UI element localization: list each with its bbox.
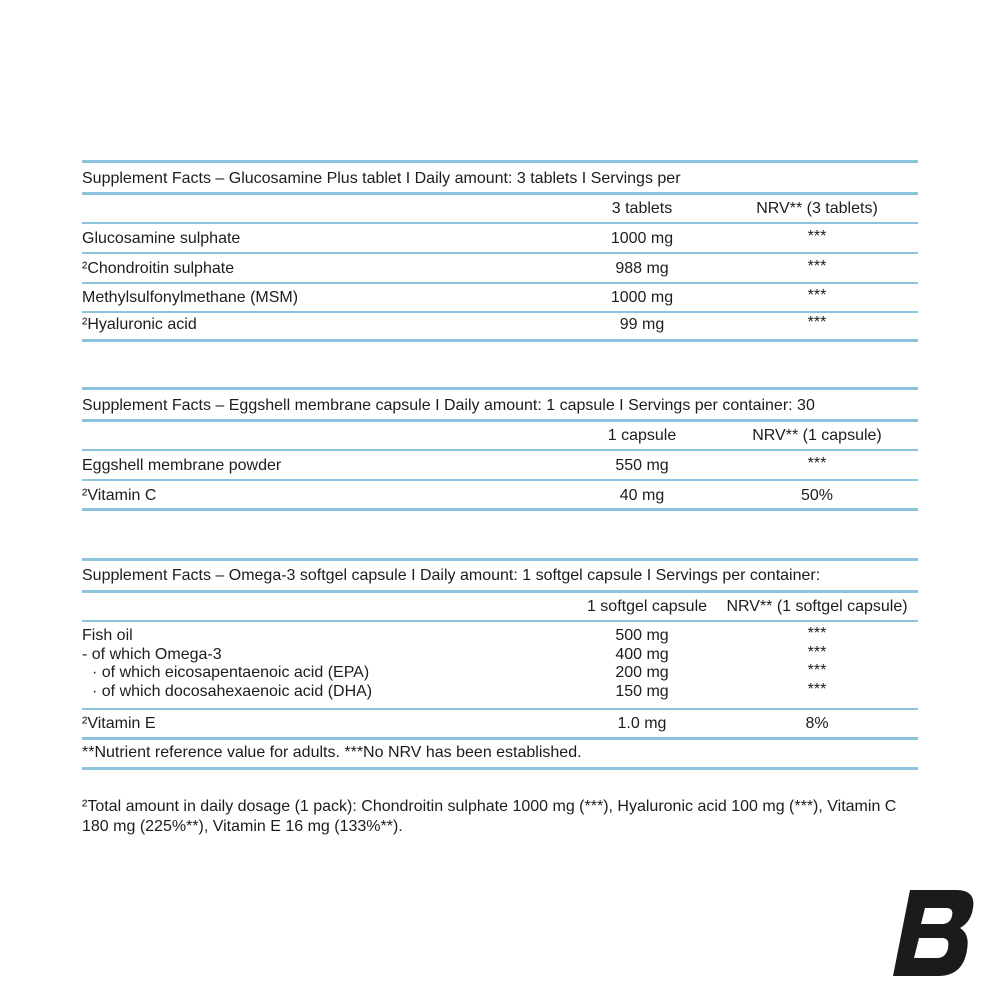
column-header-nrv: NRV** (3 tablets): [756, 200, 878, 217]
ingredient-name: Glucosamine sulphate: [82, 230, 241, 247]
ingredient-nrv: ***: [807, 662, 827, 679]
table-rule: [82, 479, 918, 481]
ingredient-name: · of which eicosapentaenoic acid (EPA): [92, 664, 370, 681]
ingredient-amount: 99 mg: [619, 316, 665, 333]
ingredient-nrv: ***: [807, 314, 827, 331]
table-rule: [82, 419, 918, 422]
ingredient-nrv: ***: [807, 258, 827, 275]
ingredient-nrv: 50%: [800, 487, 834, 504]
ingredient-amount: 200 mg: [615, 664, 669, 681]
table-rule: [82, 192, 918, 195]
ingredient-name: Eggshell membrane powder: [82, 457, 282, 474]
ingredient-name: Methylsulfonylmethane (MSM): [82, 289, 299, 306]
ingredient-nrv: ***: [807, 681, 827, 698]
table-rule: [82, 590, 918, 593]
ingredient-name: ²Chondroitin sulphate: [82, 260, 235, 277]
table-header: Supplement Facts – Glucosamine Plus tablet I Daily amount: 3 tablets I Servings per: [82, 170, 681, 187]
table-rule: [82, 737, 918, 740]
column-header-amount: 1 capsule: [607, 427, 677, 444]
column-header-amount: 3 tablets: [611, 200, 673, 217]
ingredient-nrv: ***: [807, 455, 827, 472]
ingredient-amount: 1000 mg: [610, 230, 674, 247]
ingredient-amount: 550 mg: [615, 457, 669, 474]
supplement-table-glucosamine: [82, 160, 918, 345]
ingredient-amount: 150 mg: [615, 683, 669, 700]
ingredient-name: · of which docosahexaenoic acid (DHA): [92, 683, 373, 700]
ingredient-amount: 1000 mg: [610, 289, 674, 306]
ingredient-nrv: 8%: [805, 715, 829, 732]
daily-dosage-footnote: ²Total amount in daily dosage (1 pack): Chondroitin sulphate 1000 mg (***), Hyaluronic acid 100 mg (***), Vitamin C 180 mg (225%**), Vitamin E 16 mg (133%**).: [82, 798, 897, 835]
ingredient-name: ²Vitamin E: [82, 715, 156, 732]
ingredient-amount: 988 mg: [615, 260, 669, 277]
ingredient-name: ²Hyaluronic acid: [82, 316, 197, 333]
ingredient-amount: 400 mg: [615, 646, 669, 663]
table-rule: [82, 508, 918, 511]
ingredient-amount: 1.0 mg: [617, 715, 667, 732]
table-rule: [82, 339, 918, 342]
table-rule: [82, 449, 918, 451]
table-rule: [82, 558, 918, 561]
table-header: Supplement Facts – Eggshell membrane capsule I Daily amount: 1 capsule I Servings per container: 30: [82, 397, 815, 414]
ingredient-amount: 40 mg: [619, 487, 665, 504]
ingredient-nrv: ***: [807, 287, 827, 304]
ingredient-name: - of which Omega-3: [82, 646, 222, 663]
table-rule: [82, 252, 918, 254]
ingredient-nrv: ***: [807, 228, 827, 245]
supplement-table-omega3: [82, 558, 918, 773]
ingredient-name: Fish oil: [82, 627, 133, 644]
ingredient-name: ²Vitamin C: [82, 487, 157, 504]
ingredient-amount: 500 mg: [615, 627, 669, 644]
table-rule: [82, 222, 918, 224]
table-rule: [82, 160, 918, 163]
column-header-nrv: NRV** (1 capsule): [752, 427, 882, 444]
table-rule: [82, 767, 918, 770]
brand-logo: [890, 888, 978, 983]
nrv-note: **Nutrient reference value for adults. ***No NRV has been established.: [82, 744, 582, 761]
table-rule: [82, 387, 918, 390]
table-header: Supplement Facts – Omega-3 softgel capsule I Daily amount: 1 softgel capsule I Servings per container:: [82, 567, 821, 584]
table-rule: [82, 708, 918, 710]
logo-letter-shape: [893, 890, 973, 976]
table-rule: [82, 620, 918, 622]
ingredient-nrv: ***: [807, 625, 827, 642]
column-header-amount: 1 softgel capsule: [586, 598, 708, 615]
supplement-table-eggshell: [82, 387, 918, 517]
column-header-nrv: NRV** (1 softgel capsule): [726, 598, 908, 615]
brand-logo-b-icon: [890, 888, 978, 978]
ingredient-nrv: ***: [807, 644, 827, 661]
table-rule: [82, 282, 918, 284]
